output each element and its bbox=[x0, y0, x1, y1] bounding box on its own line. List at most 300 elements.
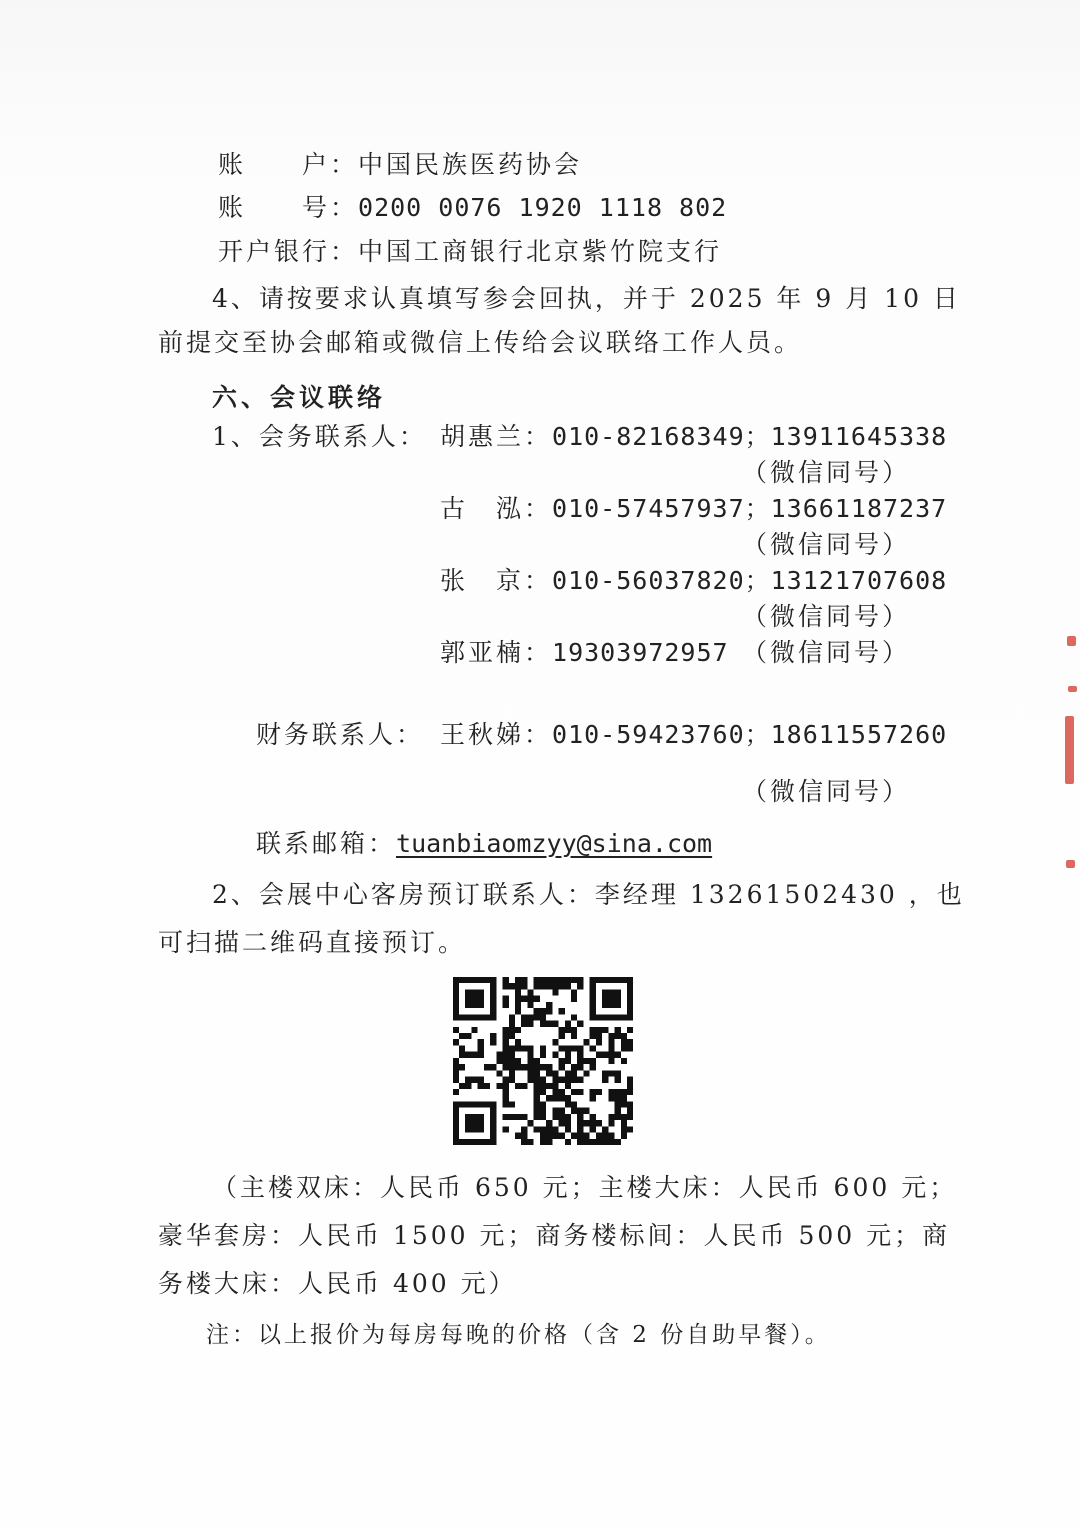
qr-module bbox=[490, 1039, 496, 1045]
qr-module bbox=[534, 1126, 540, 1132]
qr-module bbox=[503, 1002, 509, 1008]
qr-module bbox=[577, 1021, 583, 1027]
qr-module bbox=[615, 1095, 621, 1101]
qr-module bbox=[509, 1045, 515, 1051]
qr-module bbox=[503, 1114, 509, 1120]
qr-module bbox=[559, 1095, 565, 1101]
qr-module bbox=[577, 1126, 583, 1132]
contact-note: （微信同号） bbox=[742, 602, 911, 631]
qr-module bbox=[546, 1095, 552, 1101]
qr-module bbox=[478, 1083, 484, 1089]
qr-module bbox=[583, 1139, 589, 1145]
qr-module bbox=[546, 1120, 552, 1126]
qr-module bbox=[559, 983, 565, 989]
qr-module bbox=[540, 1045, 546, 1051]
qr-module bbox=[608, 1095, 614, 1101]
qr-module bbox=[552, 1133, 558, 1139]
qr-module bbox=[565, 1070, 571, 1076]
qr-module bbox=[534, 996, 540, 1002]
qr-module bbox=[590, 1114, 596, 1120]
qr-module bbox=[590, 1120, 596, 1126]
qr-module bbox=[503, 1039, 509, 1045]
qr-module bbox=[503, 1083, 509, 1089]
qr-module bbox=[503, 1027, 509, 1033]
qr-module bbox=[503, 1052, 509, 1058]
contact-note: （微信同号） bbox=[742, 530, 911, 559]
qr-module bbox=[546, 977, 552, 983]
qr-module bbox=[602, 1133, 608, 1139]
qr-module bbox=[559, 1008, 565, 1014]
qr-module bbox=[465, 1083, 471, 1089]
qr-module bbox=[515, 983, 521, 989]
qr-module bbox=[552, 1108, 558, 1114]
qr-module bbox=[471, 1052, 477, 1058]
qr-module bbox=[484, 1064, 490, 1070]
qr-module bbox=[496, 1058, 502, 1064]
qr-module bbox=[627, 1039, 633, 1045]
qr-module bbox=[552, 1083, 558, 1089]
qr-module bbox=[515, 996, 521, 1002]
qr-module bbox=[546, 1064, 552, 1070]
qr-module bbox=[577, 1089, 583, 1095]
qr-module bbox=[615, 1033, 621, 1039]
qr-module bbox=[503, 1033, 509, 1039]
item2-line1: 2、会展中心客房预订联系人：李经理 13261502430 ，也 bbox=[212, 880, 965, 909]
qr-module bbox=[608, 1045, 614, 1051]
qr-module bbox=[509, 1021, 515, 1027]
qr-module bbox=[534, 1089, 540, 1095]
qr-module bbox=[627, 1089, 633, 1095]
qr-module bbox=[465, 1052, 471, 1058]
qr-module bbox=[453, 1070, 459, 1076]
qr-module bbox=[527, 1139, 533, 1145]
qr-module bbox=[534, 977, 540, 983]
qr-module bbox=[596, 1120, 602, 1126]
qr-module bbox=[621, 1133, 627, 1139]
contact-name: 张 京： bbox=[440, 566, 553, 595]
qr-module bbox=[484, 1083, 490, 1089]
email-row bbox=[256, 829, 712, 859]
qr-module bbox=[515, 989, 521, 995]
qr-module bbox=[602, 1077, 608, 1083]
qr-module bbox=[552, 1126, 558, 1132]
account-number-value: 0200 0076 1920 1118 802 bbox=[358, 193, 728, 222]
qr-module bbox=[602, 1027, 608, 1033]
finance-contact-label: 财务联系人： bbox=[256, 720, 425, 749]
qr-module bbox=[540, 1089, 546, 1095]
qr-module bbox=[540, 1108, 546, 1114]
qr-module bbox=[627, 1083, 633, 1089]
qr-module bbox=[478, 1052, 484, 1058]
qr-module bbox=[565, 1027, 571, 1033]
qr-module bbox=[571, 989, 577, 995]
section-heading: 六、会议联络 bbox=[212, 383, 387, 412]
price-line3: 务楼大床：人民币 400 元） bbox=[158, 1269, 517, 1298]
qr-module bbox=[453, 1039, 459, 1045]
qr-module bbox=[621, 1045, 627, 1051]
qr-module bbox=[608, 1070, 614, 1076]
qr-module bbox=[615, 1101, 621, 1107]
qr-module bbox=[577, 1120, 583, 1126]
qr-module bbox=[515, 1002, 521, 1008]
qr-module bbox=[459, 1052, 465, 1058]
qr-module bbox=[552, 1070, 558, 1076]
qr-module bbox=[503, 977, 509, 983]
qr-module bbox=[521, 1064, 527, 1070]
qr-module bbox=[577, 983, 583, 989]
qr-module bbox=[534, 1058, 540, 1064]
qr-module bbox=[471, 1027, 477, 1033]
qr-module bbox=[540, 1021, 546, 1027]
qr-module bbox=[615, 1077, 621, 1083]
qr-module bbox=[559, 1027, 565, 1033]
qr-module bbox=[565, 1021, 571, 1027]
qr-module bbox=[540, 1064, 546, 1070]
qr-module bbox=[521, 1133, 527, 1139]
qr-module bbox=[596, 1027, 602, 1033]
qr-module bbox=[608, 1120, 614, 1126]
qr-module bbox=[490, 1033, 496, 1039]
qr-module bbox=[509, 1114, 515, 1120]
qr-module bbox=[453, 1058, 459, 1064]
qr-module bbox=[571, 1101, 577, 1107]
finance-contact-phones: 010-59423760；18611557260 bbox=[552, 720, 948, 749]
contact-phones: 19303972957 bbox=[552, 638, 729, 667]
qr-module bbox=[552, 1095, 558, 1101]
qr-module bbox=[615, 1089, 621, 1095]
qr-module bbox=[590, 1139, 596, 1145]
qr-module bbox=[621, 1101, 627, 1107]
qr-module bbox=[521, 1114, 527, 1120]
qr-module bbox=[515, 1045, 521, 1051]
qr-module bbox=[478, 1045, 484, 1051]
item2-line2: 可扫描二维码直接预订。 bbox=[158, 928, 467, 957]
qr-module bbox=[559, 1114, 565, 1120]
qr-module bbox=[509, 1058, 515, 1064]
qr-module bbox=[577, 1077, 583, 1083]
qr-module bbox=[565, 1045, 571, 1051]
qr-module bbox=[615, 1139, 621, 1145]
qr-module bbox=[503, 1089, 509, 1095]
finance-contact-name: 王秋娣： bbox=[440, 720, 553, 749]
qr-module bbox=[527, 1064, 533, 1070]
qr-module bbox=[534, 1070, 540, 1076]
qr-module bbox=[515, 1027, 521, 1033]
qr-module bbox=[621, 1039, 627, 1045]
qr-module bbox=[496, 1070, 502, 1076]
qr-module bbox=[552, 1052, 558, 1058]
qr-module bbox=[577, 977, 583, 983]
qr-module bbox=[602, 1139, 608, 1145]
qr-module bbox=[515, 1133, 521, 1139]
qr-module bbox=[596, 1039, 602, 1045]
qr-module bbox=[621, 1089, 627, 1095]
qr-module bbox=[559, 1077, 565, 1083]
qr-module bbox=[534, 983, 540, 989]
contact-phones: 010-82168349；13911645338 bbox=[552, 422, 948, 451]
seal-stamp-fragment bbox=[1066, 860, 1075, 868]
qr-module bbox=[559, 1058, 565, 1064]
qr-module bbox=[571, 1077, 577, 1083]
qr-module bbox=[559, 977, 565, 983]
qr-module bbox=[608, 1052, 614, 1058]
qr-module bbox=[583, 1039, 589, 1045]
qr-module bbox=[534, 1064, 540, 1070]
qr-module bbox=[534, 1095, 540, 1101]
item4-line1: 4、请按要求认真填写参会回执，并于 2025 年 9 月 10 日 bbox=[212, 284, 961, 313]
qr-module bbox=[540, 1101, 546, 1107]
qr-module bbox=[534, 1083, 540, 1089]
qr-module bbox=[490, 1064, 496, 1070]
qr-module bbox=[453, 1027, 459, 1033]
qr-module bbox=[627, 1027, 633, 1033]
qr-module bbox=[465, 1077, 471, 1083]
contact-phones: 010-57457937；13661187237 bbox=[552, 494, 948, 523]
qr-module bbox=[509, 1101, 515, 1107]
qr-module bbox=[627, 1114, 633, 1120]
qr-module bbox=[608, 1114, 614, 1120]
seal-stamp-fragment bbox=[1065, 716, 1074, 784]
qr-module bbox=[540, 1126, 546, 1132]
qr-module bbox=[527, 1045, 533, 1051]
qr-module bbox=[571, 1133, 577, 1139]
qr-module bbox=[615, 1052, 621, 1058]
qr-module bbox=[552, 1039, 558, 1045]
qr-module bbox=[478, 1077, 484, 1083]
qr-module bbox=[577, 1058, 583, 1064]
qr-module bbox=[559, 1108, 565, 1114]
contact-phones: 010-56037820；13121707608 bbox=[552, 566, 948, 595]
qr-module bbox=[503, 1095, 509, 1101]
qr-module bbox=[608, 1033, 614, 1039]
qr-module bbox=[565, 1114, 571, 1120]
qr-module bbox=[596, 1033, 602, 1039]
qr-module bbox=[527, 1077, 533, 1083]
qr-module bbox=[459, 1033, 465, 1039]
qr-module bbox=[627, 1077, 633, 1083]
qr-module bbox=[515, 977, 521, 983]
qr-module bbox=[540, 1133, 546, 1139]
qr-module bbox=[546, 1070, 552, 1076]
qr-module bbox=[503, 1064, 509, 1070]
qr-module bbox=[571, 1014, 577, 1020]
qr-module bbox=[515, 1064, 521, 1070]
qr-module bbox=[565, 1083, 571, 1089]
qr-module bbox=[571, 977, 577, 983]
qr-module bbox=[521, 1139, 527, 1145]
qr-module bbox=[590, 1064, 596, 1070]
qr-module bbox=[565, 1052, 571, 1058]
qr-module bbox=[627, 1045, 633, 1051]
qr-module bbox=[559, 1133, 565, 1139]
qr-module bbox=[515, 1083, 521, 1089]
qr-module bbox=[590, 1126, 596, 1132]
qr-module bbox=[615, 1027, 621, 1033]
qr-module bbox=[540, 1014, 546, 1020]
qr-module bbox=[509, 983, 515, 989]
qr-module bbox=[571, 1045, 577, 1051]
email-label: 联系邮箱： bbox=[256, 829, 397, 858]
qr-module bbox=[527, 1014, 533, 1020]
seal-stamp-fragment bbox=[1067, 636, 1076, 646]
qr-module bbox=[621, 1120, 627, 1126]
qr-module bbox=[596, 1139, 602, 1145]
qr-module bbox=[577, 1139, 583, 1145]
finance-contact-row bbox=[440, 720, 947, 750]
qr-module bbox=[534, 1101, 540, 1107]
qr-module bbox=[608, 1133, 614, 1139]
qr-module bbox=[577, 1064, 583, 1070]
qr-module bbox=[608, 1039, 614, 1045]
qr-module bbox=[546, 983, 552, 989]
qr-module bbox=[565, 1101, 571, 1107]
contact-row bbox=[440, 422, 947, 452]
qr-module bbox=[503, 1126, 509, 1132]
qr-module bbox=[509, 1052, 515, 1058]
contact-name: 郭亚楠： bbox=[440, 638, 553, 667]
qr-module bbox=[596, 1089, 602, 1095]
meeting-contacts-label: 1、会务联系人： bbox=[212, 422, 427, 451]
qr-module bbox=[571, 1089, 577, 1095]
qr-module bbox=[571, 1027, 577, 1033]
contact-name: 古 泓： bbox=[440, 494, 553, 523]
qr-module bbox=[453, 1064, 459, 1070]
qr-module bbox=[571, 1070, 577, 1076]
qr-module bbox=[583, 1133, 589, 1139]
price-line2: 豪华套房：人民币 1500 元；商务楼标间：人民币 500 元；商 bbox=[158, 1221, 951, 1250]
qr-module bbox=[615, 1070, 621, 1076]
qr-module bbox=[496, 1083, 502, 1089]
qr-module bbox=[478, 1039, 484, 1045]
qr-module bbox=[577, 1114, 583, 1120]
qr-module bbox=[608, 1139, 614, 1145]
qr-module bbox=[521, 1014, 527, 1020]
qr-module bbox=[521, 977, 527, 983]
price-note: 注：以上报价为每房每晚的价格（含 2 份自助早餐）。 bbox=[206, 1322, 831, 1348]
qr-module bbox=[571, 1033, 577, 1039]
bank-label: 开户银行： bbox=[218, 237, 359, 266]
qr-module bbox=[577, 1133, 583, 1139]
qr-module bbox=[552, 1077, 558, 1083]
qr-module bbox=[546, 1008, 552, 1014]
qr-module bbox=[459, 1045, 465, 1051]
bank-value: 中国工商银行北京紫竹院支行 bbox=[358, 237, 723, 266]
qr-module bbox=[546, 1002, 552, 1008]
qr-module bbox=[540, 977, 546, 983]
qr-module bbox=[527, 989, 533, 995]
qr-module bbox=[596, 1133, 602, 1139]
qr-module bbox=[503, 1077, 509, 1083]
qr-module bbox=[471, 1077, 477, 1083]
contact-note: （微信同号） bbox=[742, 638, 911, 667]
qr-module bbox=[602, 1052, 608, 1058]
qr-module bbox=[527, 1002, 533, 1008]
qr-module bbox=[527, 1058, 533, 1064]
contact-row bbox=[440, 566, 947, 596]
qr-module bbox=[615, 1114, 621, 1120]
qr-module bbox=[496, 1052, 502, 1058]
qr-code-image bbox=[452, 977, 634, 1145]
qr-module bbox=[621, 1058, 627, 1064]
qr-module bbox=[559, 1120, 565, 1126]
qr-module bbox=[627, 1126, 633, 1132]
qr-module bbox=[503, 1045, 509, 1051]
qr-module bbox=[565, 1058, 571, 1064]
qr-module bbox=[583, 1058, 589, 1064]
qr-module bbox=[621, 1033, 627, 1039]
qr-module bbox=[534, 1114, 540, 1120]
qr-module bbox=[565, 977, 571, 983]
price-line1: （主楼双床：人民币 650 元；主楼大床：人民币 600 元； bbox=[212, 1173, 958, 1202]
qr-module bbox=[565, 1126, 571, 1132]
qr-module bbox=[521, 983, 527, 989]
qr-module bbox=[546, 1083, 552, 1089]
qr-module bbox=[559, 1045, 565, 1051]
qr-module bbox=[571, 1108, 577, 1114]
qr-module bbox=[546, 1021, 552, 1027]
contact-note: （微信同号） bbox=[742, 458, 911, 487]
qr-module bbox=[565, 1139, 571, 1145]
qr-module bbox=[540, 1077, 546, 1083]
qr-module bbox=[590, 1089, 596, 1095]
finance-contact-note: （微信同号） bbox=[742, 777, 911, 806]
qr-module bbox=[459, 1083, 465, 1089]
qr-module bbox=[459, 1064, 465, 1070]
qr-module bbox=[534, 1008, 540, 1014]
account-name-label: 账 户： bbox=[218, 150, 359, 179]
qr-module bbox=[615, 1108, 621, 1114]
qr-module bbox=[527, 996, 533, 1002]
qr-module bbox=[453, 1089, 459, 1095]
qr-module bbox=[590, 1095, 596, 1101]
qr-module bbox=[503, 996, 509, 1002]
qr-module bbox=[540, 1083, 546, 1089]
qr-module bbox=[608, 1058, 614, 1064]
qr-module bbox=[515, 1114, 521, 1120]
qr-module bbox=[540, 1052, 546, 1058]
qr-module bbox=[552, 1021, 558, 1027]
qr-module bbox=[621, 1114, 627, 1120]
qr-module bbox=[565, 983, 571, 989]
qr-module bbox=[453, 1077, 459, 1083]
seal-stamp-fragment bbox=[1068, 686, 1077, 692]
qr-module bbox=[509, 1027, 515, 1033]
qr-module bbox=[527, 1120, 533, 1126]
qr-module bbox=[521, 1021, 527, 1027]
qr-module bbox=[503, 983, 509, 989]
qr-module bbox=[627, 1108, 633, 1114]
qr-module bbox=[552, 1114, 558, 1120]
qr-module bbox=[527, 1070, 533, 1076]
qr-module bbox=[565, 1095, 571, 1101]
qr-module bbox=[509, 1064, 515, 1070]
qr-module bbox=[590, 1045, 596, 1051]
qr-module bbox=[515, 1008, 521, 1014]
qr-module bbox=[552, 977, 558, 983]
qr-module bbox=[621, 1126, 627, 1132]
contact-row bbox=[440, 494, 947, 524]
qr-module bbox=[559, 1064, 565, 1070]
qr-module bbox=[540, 983, 546, 989]
qr-module bbox=[552, 989, 558, 995]
email-link[interactable]: tuanbiaomzyy@sina.com bbox=[396, 829, 713, 858]
qr-module bbox=[521, 1126, 527, 1132]
qr-module bbox=[583, 1070, 589, 1076]
qr-module bbox=[571, 1064, 577, 1070]
qr-module bbox=[546, 1133, 552, 1139]
qr-module bbox=[590, 1033, 596, 1039]
qr-module bbox=[552, 983, 558, 989]
